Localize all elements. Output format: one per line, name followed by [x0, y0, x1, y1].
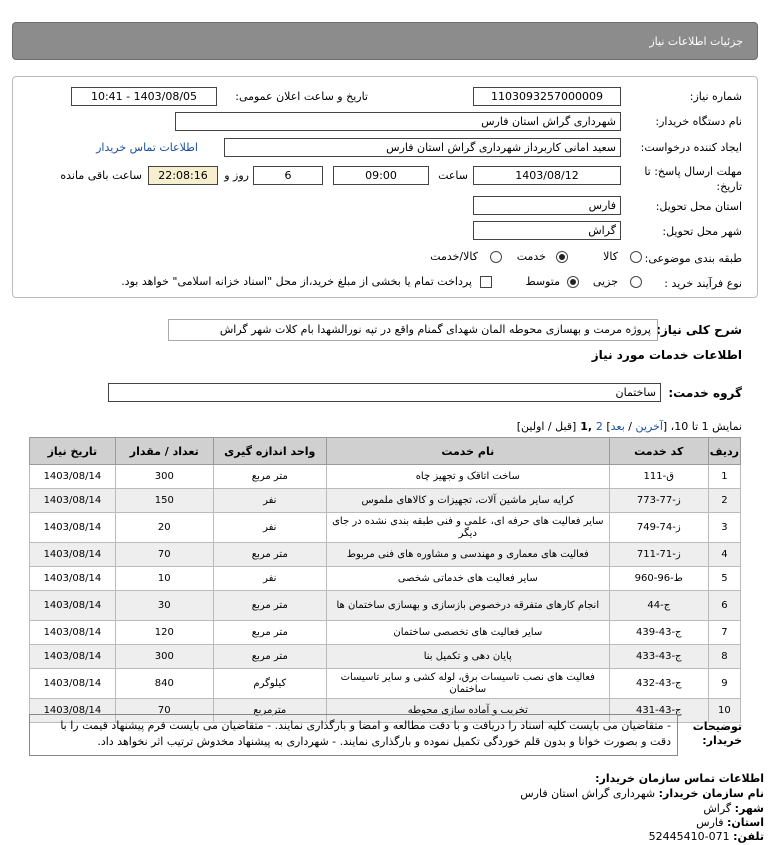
- cell-qty: 120: [115, 621, 213, 645]
- cell-date: 1403/08/14: [30, 567, 116, 591]
- page-header: [12, 22, 758, 60]
- cell-row: 2: [708, 489, 740, 513]
- cell-unit: متر مربع: [213, 591, 326, 621]
- process-medium-label: متوسط: [525, 275, 560, 288]
- cell-date: 1403/08/14: [30, 465, 116, 489]
- cell-unit: متر مربع: [213, 543, 326, 567]
- cell-row: 5: [708, 567, 740, 591]
- pagination-prefix: نمایش 1 تا 10، [: [662, 420, 742, 433]
- category-service-label: خدمت: [516, 250, 546, 263]
- page-title: جزئیات اطلاعات نیاز: [649, 35, 743, 48]
- cell-unit: نفر: [213, 567, 326, 591]
- cell-row: 8: [708, 645, 740, 669]
- category-goods-radio[interactable]: [630, 251, 642, 263]
- buyer-notes-label: توضیحات خریدار:: [692, 720, 742, 747]
- cell-date: 1403/08/14: [30, 699, 116, 723]
- cell-qty: 30: [115, 591, 213, 621]
- process-medium-radio[interactable]: [567, 276, 579, 288]
- buyer-contact-link[interactable]: اطلاعات تماس خریدار: [96, 141, 198, 154]
- cell-row: 3: [708, 513, 740, 543]
- contact-phone-value: 071-52445410: [648, 830, 730, 843]
- col-quantity: تعداد / مقدار: [115, 438, 213, 465]
- cell-unit: نفر: [213, 513, 326, 543]
- table-row: [30, 465, 741, 489]
- remaining-label: ساعت باقی مانده: [60, 169, 142, 182]
- category-goods-label: کالا: [603, 250, 618, 263]
- table-row: [30, 567, 741, 591]
- contact-city-value: گراش: [703, 802, 732, 815]
- table-row: [30, 591, 741, 621]
- col-unit: واحد اندازه گیری: [213, 438, 326, 465]
- cell-row: 1: [708, 465, 740, 489]
- cell-row: 6: [708, 591, 740, 621]
- announce-field: 1403/08/05 - 10:41: [71, 87, 217, 106]
- days-field: 6: [253, 166, 323, 185]
- contact-province-label: استان:: [727, 816, 764, 829]
- treasury-payment-checkbox[interactable]: [480, 276, 492, 288]
- pagination-mid: ]: [602, 420, 611, 433]
- deadline-label: مهلت ارسال پاسخ: تا تاریخ:: [644, 165, 742, 193]
- cell-row: 9: [708, 669, 740, 699]
- cell-date: 1403/08/14: [30, 543, 116, 567]
- contact-province-value: فارس: [696, 816, 724, 829]
- cell-code: ج-43-431: [609, 699, 708, 723]
- cell-row: 4: [708, 543, 740, 567]
- cell-qty: 300: [115, 645, 213, 669]
- cell-unit: متر مربع: [213, 465, 326, 489]
- cell-unit: نفر: [213, 489, 326, 513]
- category-service-radio[interactable]: [556, 251, 568, 263]
- cell-date: 1403/08/14: [30, 591, 116, 621]
- col-service-code: کد خدمت: [609, 438, 708, 465]
- contact-phone-row: [649, 830, 764, 843]
- province-field: فارس: [473, 196, 621, 215]
- buyer-notes-field: - متقاضیان می بایست کلیه اسناد را دریافت و با دقت مطالعه و امضا و بارگذاری نمایند. - متقاضیان می بایست فرم پیشنهاد قیمت را با دقت و بصورت خوانا و بدون قلم خوردگی تکمیل نموده و بارگذاری نمایند. - شهرداری به پیشنهاد مخدوش ترتیب اثر نخواهد داد.: [29, 714, 678, 756]
- category-goods-service-label: کالا/خدمت: [430, 250, 478, 263]
- general-desc-field: پروژه مرمت و بهسازی محوطه المان شهدای گمنام واقع در تپه نورالشهدا بام کلات شهر گراش: [168, 319, 658, 341]
- buyer-field: شهرداری گراش استان فارس: [175, 112, 621, 131]
- table-row: [30, 489, 741, 513]
- pagination-last-link[interactable]: آخرین: [635, 420, 663, 433]
- need-number-field: 1103093257000009: [473, 87, 621, 106]
- cell-code: ز-77-773: [609, 489, 708, 513]
- treasury-payment-note: پرداخت تمام یا بخشی از مبلغ خرید،از محل "اسناد خزانه اسلامی" خواهد بود.: [121, 275, 472, 288]
- cell-name: انجام کارهای متفرقه درخصوص بازسازی و بهسازی ساختمان ها: [326, 591, 609, 621]
- buyer-label: نام دستگاه خریدار:: [655, 115, 742, 128]
- province-label: استان محل تحویل:: [655, 200, 742, 213]
- contact-province-row: [696, 816, 764, 829]
- pagination-page-2-link[interactable]: 2: [595, 420, 603, 433]
- cell-code: ج-43-439: [609, 621, 708, 645]
- deadline-date-field: 1403/08/12: [473, 166, 621, 185]
- category-label: طبقه بندی موضوعی:: [644, 252, 742, 265]
- col-service-name: نام خدمت: [326, 438, 609, 465]
- pagination-separator: /: [624, 420, 636, 433]
- contact-org-row: [520, 787, 764, 800]
- cell-name: ساخت اتاقک و تجهیز چاه: [326, 465, 609, 489]
- cell-row: 10: [708, 699, 740, 723]
- cell-code: ج-44: [609, 591, 708, 621]
- creator-field: سعید امانی کاربرداز شهرداری گراش استان فارس: [224, 138, 621, 157]
- cell-unit: متر مربع: [213, 645, 326, 669]
- table-row: [30, 543, 741, 567]
- cell-code: ز-74-749: [609, 513, 708, 543]
- days-label: روز و: [224, 169, 249, 182]
- cell-name: سایر فعالیت های حرفه ای، علمی و فنی طبقه بندی نشده در جای دیگر: [326, 513, 609, 543]
- cell-unit: متر مربع: [213, 621, 326, 645]
- contact-title: اطلاعات تماس سازمان خریدار:: [595, 772, 764, 785]
- cell-row: 7: [708, 621, 740, 645]
- contact-phone-label: تلفن:: [733, 830, 764, 843]
- need-number-label: شماره نیاز:: [689, 90, 742, 103]
- city-label: شهر محل تحویل:: [662, 225, 742, 238]
- cell-name: سایر فعالیت های تخصصی ساختمان: [326, 621, 609, 645]
- contact-org-value: شهرداری گراش استان فارس: [520, 787, 656, 800]
- contact-city-row: [703, 802, 764, 815]
- pagination-page-1: ,1: [576, 420, 596, 433]
- cell-qty: 840: [115, 669, 213, 699]
- process-minor-radio[interactable]: [630, 276, 642, 288]
- cell-date: 1403/08/14: [30, 669, 116, 699]
- pagination-next-link[interactable]: بعد: [610, 420, 625, 433]
- services-table: [29, 437, 741, 723]
- cell-qty: 70: [115, 699, 213, 723]
- table-row: [30, 645, 741, 669]
- services-section-title: اطلاعات خدمات مورد نیاز: [591, 348, 742, 362]
- pagination: [517, 420, 742, 433]
- cell-name: سایر فعالیت های خدماتی شخصی: [326, 567, 609, 591]
- table-row: [30, 669, 741, 699]
- cell-name: فعالیت های نصب تاسیسات برق، لوله کشی و سایر تاسیسات ساختمان: [326, 669, 609, 699]
- cell-qty: 20: [115, 513, 213, 543]
- cell-unit: کیلوگرم: [213, 669, 326, 699]
- service-group-field: ساختمان: [108, 383, 661, 402]
- creator-label: ایجاد کننده درخواست:: [640, 141, 742, 154]
- cell-code: ق-111: [609, 465, 708, 489]
- cell-date: 1403/08/14: [30, 513, 116, 543]
- cell-qty: 300: [115, 465, 213, 489]
- category-goods-service-radio[interactable]: [490, 251, 502, 263]
- cell-code: ز-71-711: [609, 543, 708, 567]
- general-desc-label: شرح کلی نیاز:: [656, 323, 742, 337]
- deadline-time-label: ساعت: [438, 169, 468, 182]
- cell-name: پایان دهی و تکمیل بنا: [326, 645, 609, 669]
- col-row-number: ردیف: [708, 438, 740, 465]
- remaining-time-field: 22:08:16: [148, 166, 218, 185]
- table-row: [30, 513, 741, 543]
- cell-code: ط-96-960: [609, 567, 708, 591]
- cell-name: کرایه سایر ماشین آلات، تجهیزات و کالاهای ملموس: [326, 489, 609, 513]
- process-label: نوع فرآیند خرید :: [664, 277, 742, 290]
- cell-unit: مترمربع: [213, 699, 326, 723]
- cell-name: فعالیت های معماری و مهندسی و مشاوره های فنی مربوط: [326, 543, 609, 567]
- cell-date: 1403/08/14: [30, 621, 116, 645]
- cell-qty: 150: [115, 489, 213, 513]
- cell-qty: 10: [115, 567, 213, 591]
- cell-code: ج-43-433: [609, 645, 708, 669]
- contact-city-label: شهر:: [734, 802, 764, 815]
- table-header-row: [30, 438, 741, 465]
- announce-label: تاریخ و ساعت اعلان عمومی:: [235, 90, 368, 103]
- contact-org-label: نام سازمان خریدار:: [658, 787, 764, 800]
- cell-code: ج-43-432: [609, 669, 708, 699]
- cell-date: 1403/08/14: [30, 645, 116, 669]
- city-field: گراش: [473, 221, 621, 240]
- cell-date: 1403/08/14: [30, 489, 116, 513]
- pagination-suffix: [قبل / اولین]: [516, 420, 577, 433]
- col-need-date: تاریخ نیاز: [30, 438, 116, 465]
- service-group-label: گروه خدمت:: [668, 386, 742, 400]
- deadline-time-field: 09:00: [333, 166, 429, 185]
- cell-name: تخریب و آماده سازی محوطه: [326, 699, 609, 723]
- cell-qty: 70: [115, 543, 213, 567]
- table-row: [30, 621, 741, 645]
- process-minor-label: جزیی: [592, 275, 618, 288]
